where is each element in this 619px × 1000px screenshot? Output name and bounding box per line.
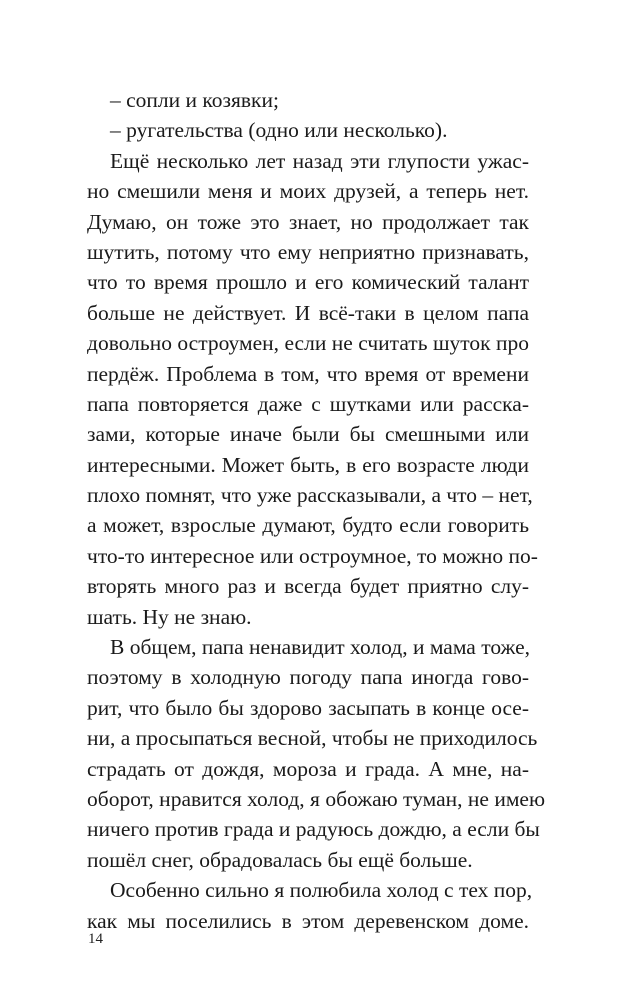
text-line: шать. Ну не знаю. xyxy=(87,604,252,629)
text-line: Особенно сильно я полюбила холод с тех пор, xyxy=(110,878,533,903)
text-line: поэтому в холодную погоду папа иногда гово- xyxy=(87,665,529,690)
text-line: довольно остроумен, если не считать шуток про xyxy=(87,331,529,356)
text-line: пердёж. Проблема в том, что время от времени xyxy=(87,361,529,386)
text-line: страдать от дождя, мороза и града. А мне, на- xyxy=(87,756,529,781)
text-line: что-то интересное или остроумное, то можно по- xyxy=(87,543,538,568)
text-line: – сопли и козявки; xyxy=(110,88,279,112)
text-line: что то время прошло и его комический талант xyxy=(87,270,529,295)
text-line: Думаю, он тоже это знает, но продолжает так xyxy=(87,209,529,234)
text-line: – ругательства (одно или несколько). xyxy=(110,118,448,143)
text-line: а может, взрослые думают, будто если говорить xyxy=(87,513,529,538)
text-line: ни, а просыпаться весной, чтобы не приходилось xyxy=(87,726,538,751)
text-line: Ещё несколько лет назад эти глупости ужас- xyxy=(110,148,529,173)
text-line: зами, которые иначе были бы смешными или xyxy=(87,422,529,447)
text-line: но смешили меня и моих друзей, а теперь нет. xyxy=(87,179,529,204)
text-line: пошёл снег, обрадовалась бы ещё больше. xyxy=(87,847,473,872)
text-line: В общем, папа ненавидит холод, и мама тоже, xyxy=(110,635,531,660)
text-line: ничего против града и радуюсь дождю, а если бы xyxy=(87,817,540,842)
text-line: плохо помнят, что уже рассказывали, а что – нет, xyxy=(87,483,533,508)
text-line: больше не действует. И всё-таки в целом папа xyxy=(87,300,529,325)
text-line: рит, что было бы здорово засыпать в конце осе- xyxy=(87,695,529,720)
text-line: вторять много раз и всегда будет приятно слу- xyxy=(87,574,529,599)
text-line: шутить, потому что ему неприятно признавать, xyxy=(87,239,529,264)
page-number: 14 xyxy=(88,931,103,947)
body-text xyxy=(87,85,546,936)
text-line: папа повторяется даже с шутками или расска- xyxy=(87,391,529,416)
text-line: оборот, нравится холод, я обожаю туман, не имею xyxy=(87,786,546,811)
text-line: интересными. Может быть, в его возрасте люди xyxy=(87,452,529,477)
text-line: как мы поселились в этом деревенском доме. xyxy=(87,908,529,933)
